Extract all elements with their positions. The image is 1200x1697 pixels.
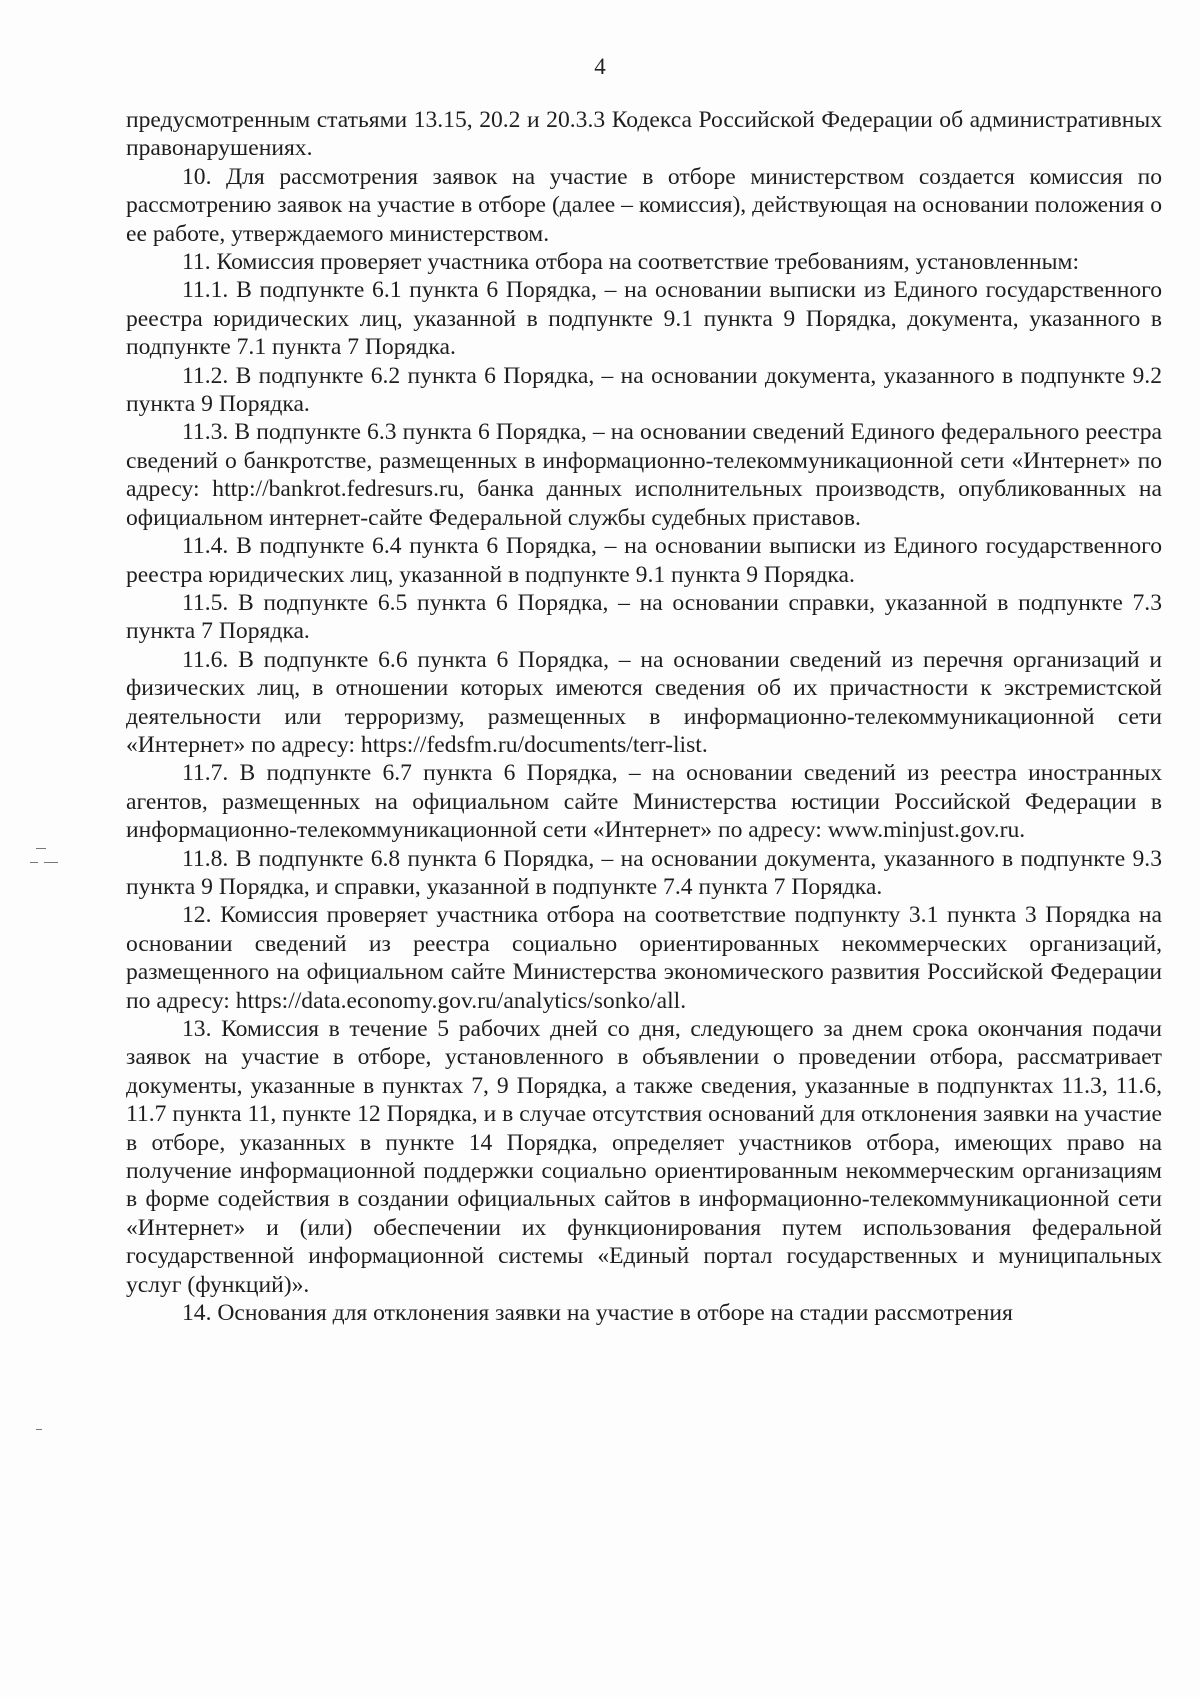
scan-artifact — [36, 1429, 42, 1430]
paragraph-continuation: предусмотренным статьями 13.15, 20.2 и 20.3.3 Кодекса Российской Федерации об административных правонарушениях. — [126, 107, 1162, 162]
paragraph-11-6: 11.6. В подпункте 6.6 пункта 6 Порядка, – на основании сведений из перечня организаций и физических лиц, в отношении которых имеются сведения об их причастности к экстремистской деятельности или терроризму, размещенных в информационно-телекоммуникационной сети «Интернет» по адресу: https://fedsfm.ru/documents/terr-list. — [126, 646, 1162, 758]
paragraph-13: 13. Комиссия в течение 5 рабочих дней со дня, следующего за днем срока окончания подачи заявок на участие в отборе, установленного в объявлении о проведении отбора, рассматривает документы, указанные в пунктах 7, 9 Порядка, а также сведения, указанные в подпунктах 11.3, 11.6, 11.7 пункта 11, пункте 12 Порядка, и в случае отсутствия оснований для отклонения заявки на участие в отборе, указанных в пункте 14 Порядка, определяет участников отбора, имеющих право на получение информационной поддержки социально ориентированным некоммерческим организациям в форме содействия в создании официальных сайтов в информационно-телекоммуникационной сети «Интернет» и (или) обеспечении их функционирования путем использования федеральной государственной информационной системы «Единый портал государственных и муниципальных услуг (функций)». — [126, 1016, 1162, 1298]
paragraph-11-5: 11.5. В подпункте 6.5 пункта 6 Порядка, – на основании справки, указанной в подпункте 7.3 пункта 7 Порядка. — [126, 589, 1162, 645]
paragraph-11-4: 11.4. В подпункте 6.4 пункта 6 Порядка, – на основании выписки из Единого государственного реестра юридических лиц, указанной в подпункте 9.1 пункта 9 Порядка. — [126, 533, 1162, 588]
paragraph-11-1: 11.1. В подпункте 6.1 пункта 6 Порядка, – на основании выписки из Единого государственного реестра юридических лиц, указанной в подпункте 9.1 пункта 9 Порядка, документа, указанного в подпункте 7.1 пункта 7 Порядка. — [126, 277, 1162, 361]
paragraph-11: 11. Комиссия проверяет участника отбора на соответствие требованиям, установленным: — [182, 249, 1080, 276]
page-number: 4 — [594, 54, 606, 79]
paragraph-11-3: 11.3. В подпункте 6.3 пункта 6 Порядка, – на основании сведений Единого федерального реестра сведений о банкротстве, размещенных в информационно-телекоммуникационной сети «Интернет» по адресу: http://bankrot.fedresurs.ru, банка данных исполнительных производств, опубликованных на официальном интернет-сайте Федеральной службы судебных приставов. — [126, 419, 1162, 531]
paragraph-12: 12. Комиссия проверяет участника отбора на соответствие подпункту 3.1 пункта 3 Порядка на основании сведений из реестра социально ориентированных некоммерческих организаций, размещенного на официальном сайте Министерства экономического развития Российской Федерации по адресу: https://data.economy.gov.ru/analytics/sonko/all. — [126, 902, 1162, 1014]
scan-artifact — [30, 862, 38, 863]
paragraph-10: 10. Для рассмотрения заявок на участие в отборе министерством создается комиссия по рассмотрению заявок на участие в отборе (далее – комиссия), действующая на основании положения о ее работе, утверждаемого министерством. — [126, 163, 1162, 247]
scan-artifact — [44, 862, 58, 863]
paragraph-11-8: 11.8. В подпункте 6.8 пункта 6 Порядка, – на основании документа, указанного в подпункте 9.3 пункта 9 Порядка, и справки, указанной в подпункте 7.4 пункта 7 Порядка. — [126, 845, 1162, 900]
scan-artifact — [36, 848, 46, 849]
paragraph-14: 14. Основания для отклонения заявки на участие в отборе на стадии рассмотрения — [182, 1300, 1013, 1327]
paragraph-11-2: 11.2. В подпункте 6.2 пункта 6 Порядка, – на основании документа, указанного в подпункте 9.2 пункта 9 Порядка. — [126, 362, 1162, 418]
document-body — [126, 106, 1162, 1327]
paragraph-11-7: 11.7. В подпункте 6.7 пункта 6 Порядка, – на основании сведений из реестра иностранных агентов, размещенных на официальном сайте Министерства юстиции Российской Федерации в информационно-телекоммуникационной сети «Интернет» по адресу: www.minjust.gov.ru. — [126, 760, 1162, 844]
